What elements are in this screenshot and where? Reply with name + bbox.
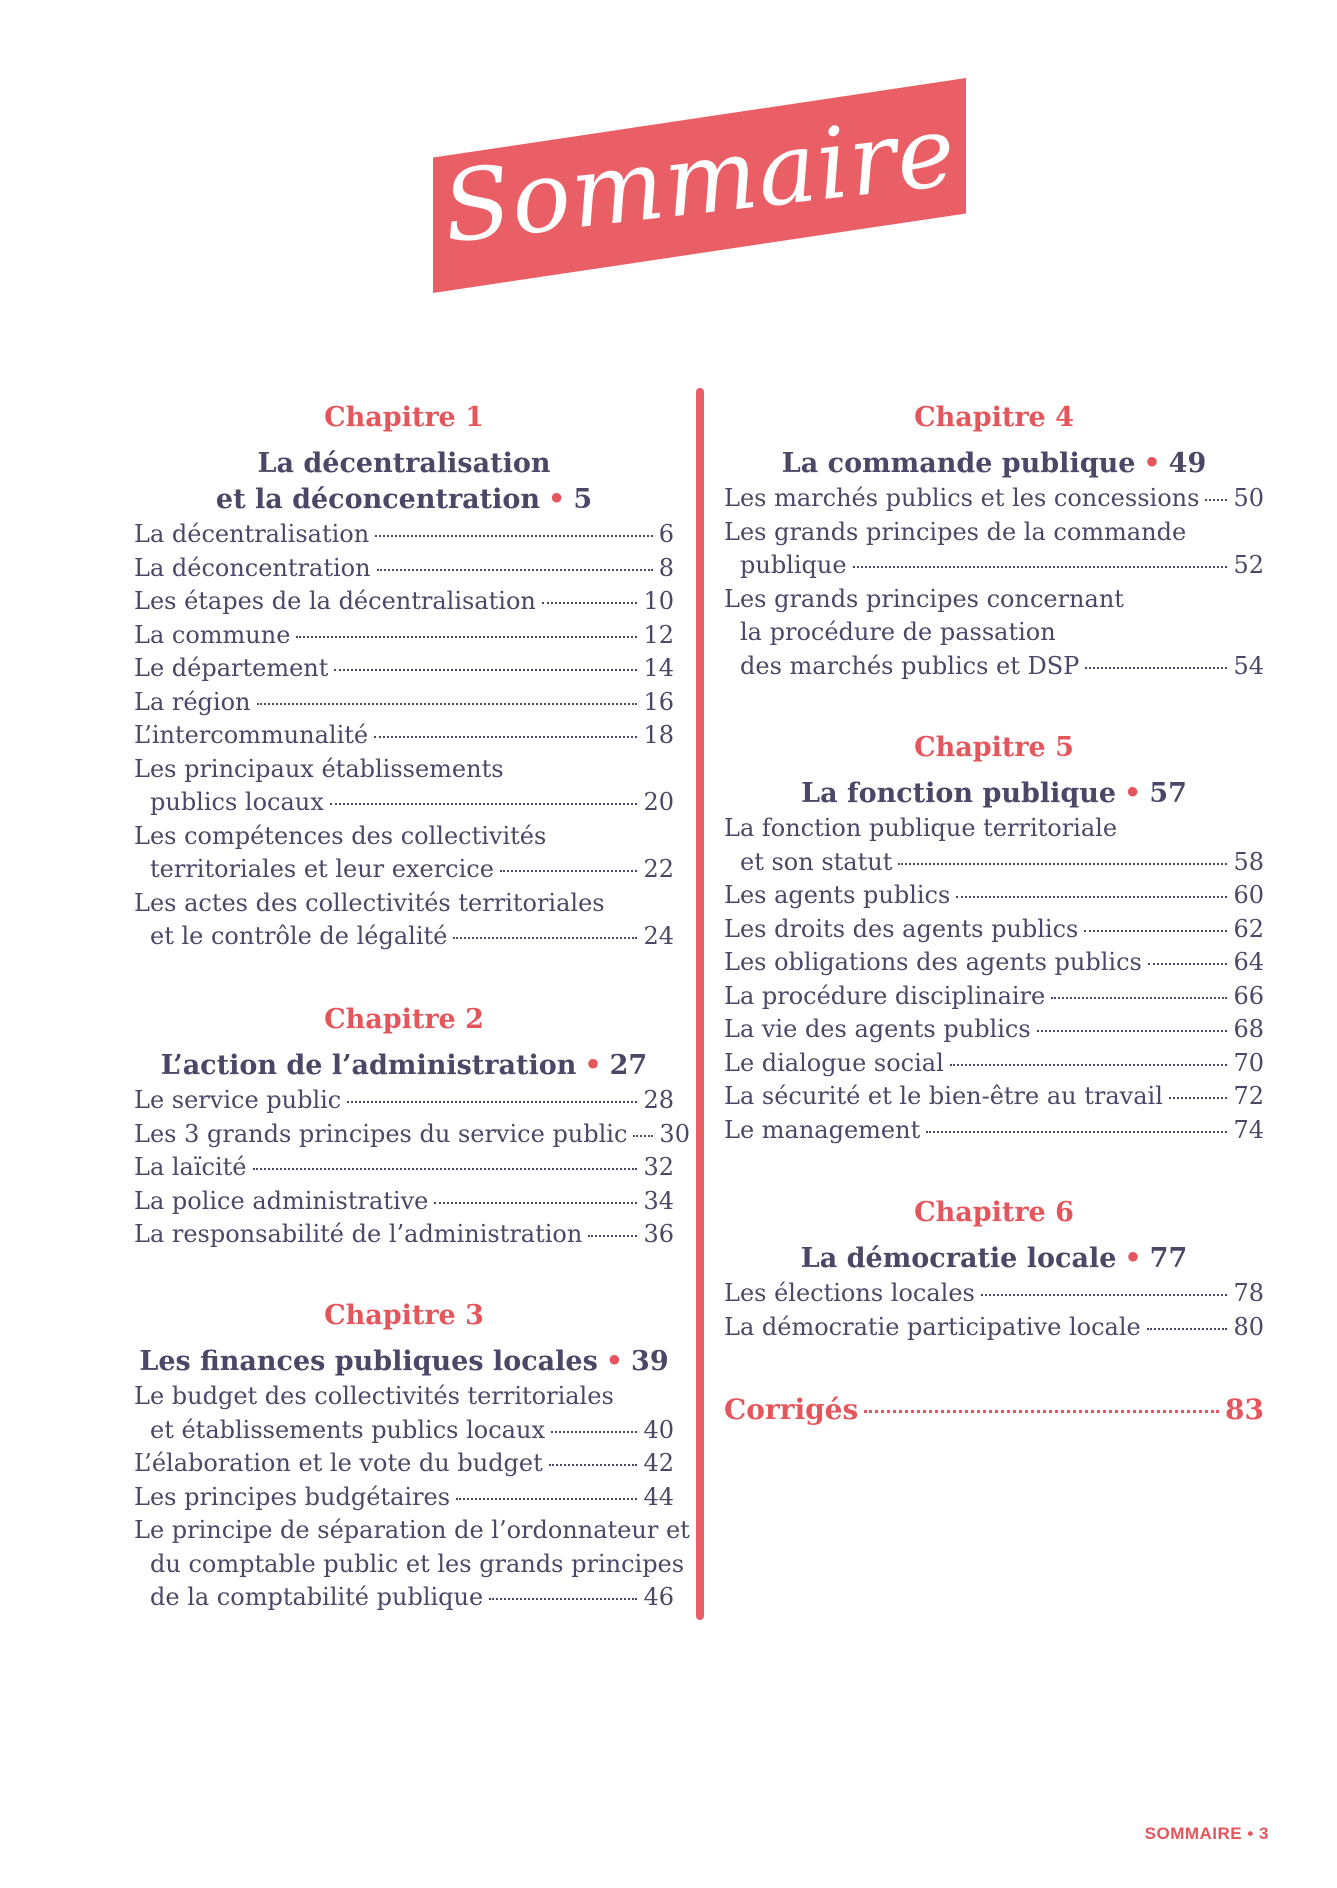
toc-entry-label: Les étapes de la décentralisation bbox=[134, 587, 536, 615]
toc-entry-label: La responsabilité de l’administration bbox=[134, 1220, 583, 1248]
chapter-page: 57 bbox=[1149, 778, 1187, 809]
dot-leader bbox=[1148, 963, 1228, 965]
toc-entry[interactable] bbox=[134, 552, 674, 586]
toc-entry-label: Le dialogue social bbox=[724, 1048, 944, 1077]
dot-leader bbox=[981, 1294, 1228, 1296]
toc-entry[interactable] bbox=[724, 879, 1264, 913]
toc-entry-page: 14 bbox=[643, 654, 674, 682]
toc-entry-label: Le département bbox=[134, 654, 329, 682]
chapter-page: 27 bbox=[609, 1050, 648, 1081]
chapter-label: Chapitre 1 bbox=[324, 402, 484, 433]
chapter-page: 49 bbox=[1168, 448, 1207, 479]
toc-entry-page: 36 bbox=[643, 1220, 674, 1248]
toc-entry-label: L’élaboration et le vote du budget bbox=[134, 1449, 543, 1477]
dot-leader bbox=[956, 896, 1227, 898]
dot-leader bbox=[296, 636, 637, 638]
toc-entry-label: L’intercommunalité bbox=[134, 721, 369, 749]
toc-entry[interactable] bbox=[134, 1481, 674, 1515]
toc-entry-label: de la comptabilité publique bbox=[150, 1583, 484, 1611]
toc-entry-label: du comptable public et les grands principes bbox=[150, 1549, 685, 1578]
toc-entry-label: La commune bbox=[134, 620, 291, 649]
dot-leader bbox=[551, 1431, 637, 1433]
chapter-title[interactable] bbox=[134, 446, 674, 518]
dot-leader bbox=[456, 1498, 637, 1500]
toc-entry-label: La procédure disciplinaire bbox=[724, 981, 1046, 1010]
toc-entry-label: La sécurité et le bien-être au travail bbox=[724, 1082, 1163, 1110]
toc-entry[interactable] bbox=[134, 652, 674, 686]
toc-entry-page: 78 bbox=[1233, 1279, 1264, 1307]
chapter-title-line: La décentralisation bbox=[257, 448, 551, 479]
dot-leader bbox=[375, 535, 653, 537]
dot-leader bbox=[898, 863, 1227, 865]
corriges-page: 83 bbox=[1225, 1393, 1264, 1426]
toc-entry-label: Les principes budgétaires bbox=[134, 1482, 451, 1511]
toc-entry[interactable] bbox=[134, 1380, 674, 1447]
toc-entry-label: Les droits des agents publics bbox=[724, 914, 1079, 943]
toc-entry-label: Les agents publics bbox=[724, 881, 951, 909]
chapter-page: 5 bbox=[573, 484, 593, 515]
chapter-label: Chapitre 4 bbox=[914, 402, 1074, 433]
chapter-block bbox=[724, 1195, 1264, 1344]
toc-entry[interactable] bbox=[134, 585, 674, 619]
toc-entry[interactable] bbox=[134, 1118, 690, 1152]
page-footer: SOMMAIRE • 3 bbox=[1144, 1824, 1269, 1843]
toc-entry[interactable] bbox=[724, 1047, 1264, 1081]
toc-entry-page: 34 bbox=[643, 1186, 674, 1215]
toc-entry-label: publique bbox=[740, 551, 847, 579]
toc-entry-page: 44 bbox=[643, 1482, 674, 1511]
toc-entry-label: Le principe de séparation de l’ordonnateur et bbox=[134, 1516, 690, 1544]
page-title: Sommaire bbox=[437, 94, 962, 266]
toc-entry-page: 50 bbox=[1233, 484, 1264, 512]
toc-entry-label: La fonction publique territoriale bbox=[724, 814, 1118, 842]
chapter-page: 77 bbox=[1149, 1243, 1188, 1274]
toc-entry-label: des marchés publics et DSP bbox=[740, 651, 1080, 680]
toc-entry-label: La police administrative bbox=[134, 1186, 429, 1215]
toc-entry-label: Les actes des collectivités territoriales bbox=[134, 888, 605, 917]
chapter-label: Chapitre 5 bbox=[914, 732, 1074, 763]
toc-entry-label: La vie des agents publics bbox=[724, 1015, 1031, 1043]
toc-entry[interactable] bbox=[134, 518, 674, 552]
toc-entry-page: 70 bbox=[1233, 1048, 1264, 1077]
toc-entry-label: et le contrôle de légalité bbox=[150, 922, 448, 950]
chapter-title[interactable] bbox=[724, 1241, 1264, 1277]
toc-entry[interactable] bbox=[724, 1311, 1264, 1345]
toc-entry[interactable] bbox=[724, 583, 1264, 684]
toc-entry-label: Les marchés publics et les concessions bbox=[724, 484, 1200, 512]
dot-leader bbox=[926, 1131, 1227, 1133]
toc-entry-label: Le management bbox=[724, 1115, 921, 1144]
dot-leader bbox=[374, 736, 637, 738]
dot-leader bbox=[549, 1464, 638, 1466]
toc-entry-page: 64 bbox=[1233, 948, 1264, 976]
toc-entry-label: Les obligations des agents publics bbox=[724, 948, 1142, 976]
chapter-title-line: et la déconcentration bbox=[215, 484, 541, 515]
toc-entry-label: Les élections locales bbox=[724, 1279, 975, 1307]
toc-entry[interactable] bbox=[134, 1447, 674, 1481]
dot-leader bbox=[1205, 499, 1227, 501]
toc-entry[interactable] bbox=[134, 1185, 674, 1219]
chapter-title[interactable] bbox=[724, 446, 1264, 482]
toc-entry-page: 28 bbox=[643, 1086, 674, 1114]
toc-entry-label: et son statut bbox=[740, 847, 893, 876]
toc-entry[interactable] bbox=[724, 1013, 1264, 1047]
chapter-label: Chapitre 3 bbox=[324, 1300, 484, 1331]
chapter-title[interactable] bbox=[134, 1048, 674, 1084]
dot-leader bbox=[1085, 667, 1227, 669]
toc-entry-page: 20 bbox=[643, 788, 674, 816]
toc-entry-page: 32 bbox=[643, 1153, 674, 1181]
dot-leader bbox=[434, 1202, 637, 1204]
toc-entry-page: 16 bbox=[643, 687, 674, 716]
dot-leader bbox=[864, 1410, 1219, 1413]
dot-leader bbox=[853, 566, 1228, 568]
toc-entry-label: Le service public bbox=[134, 1086, 342, 1114]
toc-entry[interactable] bbox=[134, 619, 674, 653]
toc-entry-page: 10 bbox=[643, 587, 674, 615]
chapter-page-bullet: • bbox=[1124, 778, 1142, 809]
toc-entry-label: La région bbox=[134, 687, 251, 716]
chapter-page-bullet: • bbox=[1124, 1243, 1142, 1274]
dot-leader bbox=[330, 803, 638, 805]
column-divider bbox=[696, 388, 704, 1620]
toc-entry-page: 80 bbox=[1233, 1312, 1264, 1341]
toc-entry[interactable] bbox=[724, 1114, 1264, 1148]
dot-leader bbox=[1037, 1030, 1228, 1032]
toc-entry-page: 6 bbox=[658, 520, 674, 548]
chapter-block bbox=[724, 730, 1264, 1147]
toc-entry[interactable] bbox=[134, 1151, 674, 1185]
dot-leader bbox=[950, 1064, 1228, 1066]
dot-leader bbox=[334, 669, 637, 671]
chapter-label: Chapitre 2 bbox=[324, 1004, 484, 1035]
toc-entry[interactable] bbox=[724, 946, 1264, 980]
toc-entry-page: 62 bbox=[1233, 914, 1264, 943]
chapter-title-line: La commande publique bbox=[781, 448, 1136, 479]
toc-entry[interactable] bbox=[724, 980, 1264, 1014]
toc-entry-page: 66 bbox=[1233, 981, 1264, 1010]
toc-entry[interactable] bbox=[724, 516, 1264, 583]
dot-leader bbox=[377, 569, 653, 571]
chapter-page-bullet: • bbox=[1143, 448, 1161, 479]
chapter-block bbox=[134, 1298, 690, 1615]
toc-entry-page: 72 bbox=[1233, 1082, 1264, 1110]
dot-leader bbox=[453, 937, 637, 939]
dot-leader bbox=[1084, 930, 1227, 932]
toc-entry-page: 30 bbox=[659, 1119, 690, 1148]
chapter-block bbox=[134, 1002, 690, 1252]
toc-entry-page: 52 bbox=[1233, 551, 1264, 579]
toc-entry[interactable] bbox=[724, 1277, 1264, 1311]
dot-leader bbox=[633, 1135, 653, 1137]
dot-leader bbox=[1051, 997, 1227, 999]
dot-leader bbox=[253, 1168, 638, 1170]
toc-entry[interactable] bbox=[724, 812, 1264, 879]
toc-entry-page: 46 bbox=[643, 1583, 674, 1611]
chapter-page-bullet: • bbox=[584, 1050, 602, 1081]
toc-entry-label: Les principaux établissements bbox=[134, 754, 504, 783]
toc-entry-label: Le budget des collectivités territoriales bbox=[134, 1382, 614, 1410]
chapter-page: 39 bbox=[631, 1346, 669, 1377]
toc-entry[interactable] bbox=[134, 1218, 674, 1252]
toc-entry-label: la procédure de passation bbox=[740, 618, 1056, 646]
chapter-page-bullet: • bbox=[605, 1346, 624, 1377]
toc-entry-label: La laïcité bbox=[134, 1153, 247, 1181]
toc-entry-page: 54 bbox=[1233, 651, 1264, 680]
toc-entry-page: 40 bbox=[643, 1415, 674, 1444]
toc-entry-page: 24 bbox=[643, 922, 674, 950]
dot-leader bbox=[1169, 1097, 1228, 1099]
corriges-label: Corrigés bbox=[724, 1393, 859, 1426]
toc-entry-label: La démocratie participative locale bbox=[724, 1312, 1141, 1341]
chapter-title-line: L’action de l’administration bbox=[160, 1050, 577, 1081]
toc-entry-label: Les grands principes concernant bbox=[724, 584, 1124, 613]
dot-leader bbox=[588, 1235, 637, 1237]
toc-entry-label: Les 3 grands principes du service public bbox=[134, 1119, 628, 1148]
chapter-title[interactable] bbox=[724, 776, 1264, 812]
toc-entry[interactable] bbox=[724, 1080, 1264, 1114]
toc-entry[interactable] bbox=[724, 482, 1264, 516]
chapter-title[interactable] bbox=[134, 1344, 674, 1380]
toc-entry-page: 8 bbox=[658, 553, 674, 582]
toc-entry-label: et établissements publics locaux bbox=[150, 1415, 545, 1444]
toc-entry-label: Les grands principes de la commande bbox=[724, 517, 1187, 546]
toc-entry-label: Les compétences des collectivités bbox=[134, 821, 547, 850]
toc-entry[interactable] bbox=[134, 1084, 674, 1118]
dot-leader bbox=[347, 1101, 637, 1103]
toc-entry-page: 18 bbox=[643, 721, 674, 749]
toc-entry[interactable] bbox=[134, 1514, 690, 1615]
chapter-block bbox=[724, 400, 1264, 683]
dot-leader bbox=[1147, 1328, 1228, 1330]
toc-entry-page: 42 bbox=[643, 1449, 674, 1477]
chapter-block bbox=[134, 400, 674, 954]
toc-entry-page: 22 bbox=[643, 855, 674, 883]
toc-entry-page: 60 bbox=[1233, 881, 1264, 909]
toc-entry-page: 68 bbox=[1233, 1015, 1264, 1043]
toc-entry-label: La déconcentration bbox=[134, 553, 371, 582]
chapter-title-line: Les finances publiques locales bbox=[139, 1346, 598, 1377]
chapter-page-bullet: • bbox=[548, 484, 566, 515]
toc-entry[interactable] bbox=[134, 887, 674, 954]
toc-entry[interactable] bbox=[134, 719, 674, 753]
toc-entry-label: La décentralisation bbox=[134, 520, 370, 548]
chapter-title-line: La fonction publique bbox=[801, 778, 1117, 809]
toc-entry[interactable] bbox=[134, 686, 674, 720]
chapter-title-line: La démocratie locale bbox=[800, 1243, 1117, 1274]
toc-entry-page: 58 bbox=[1233, 847, 1264, 876]
toc-entry-label: territoriales et leur exercice bbox=[150, 855, 494, 883]
dot-leader bbox=[542, 602, 638, 604]
toc-entry-page: 12 bbox=[643, 620, 674, 649]
chapter-label: Chapitre 6 bbox=[914, 1197, 1074, 1228]
dot-leader bbox=[489, 1598, 637, 1600]
dot-leader bbox=[257, 703, 638, 705]
toc-entry-label: publics locaux bbox=[150, 788, 324, 816]
toc-entry-page: 74 bbox=[1233, 1115, 1264, 1144]
toc-entry[interactable] bbox=[134, 753, 674, 820]
toc-entry[interactable] bbox=[134, 820, 674, 887]
corriges-entry[interactable] bbox=[724, 1392, 1264, 1428]
toc-entry[interactable] bbox=[724, 913, 1264, 947]
dot-leader bbox=[500, 870, 638, 872]
